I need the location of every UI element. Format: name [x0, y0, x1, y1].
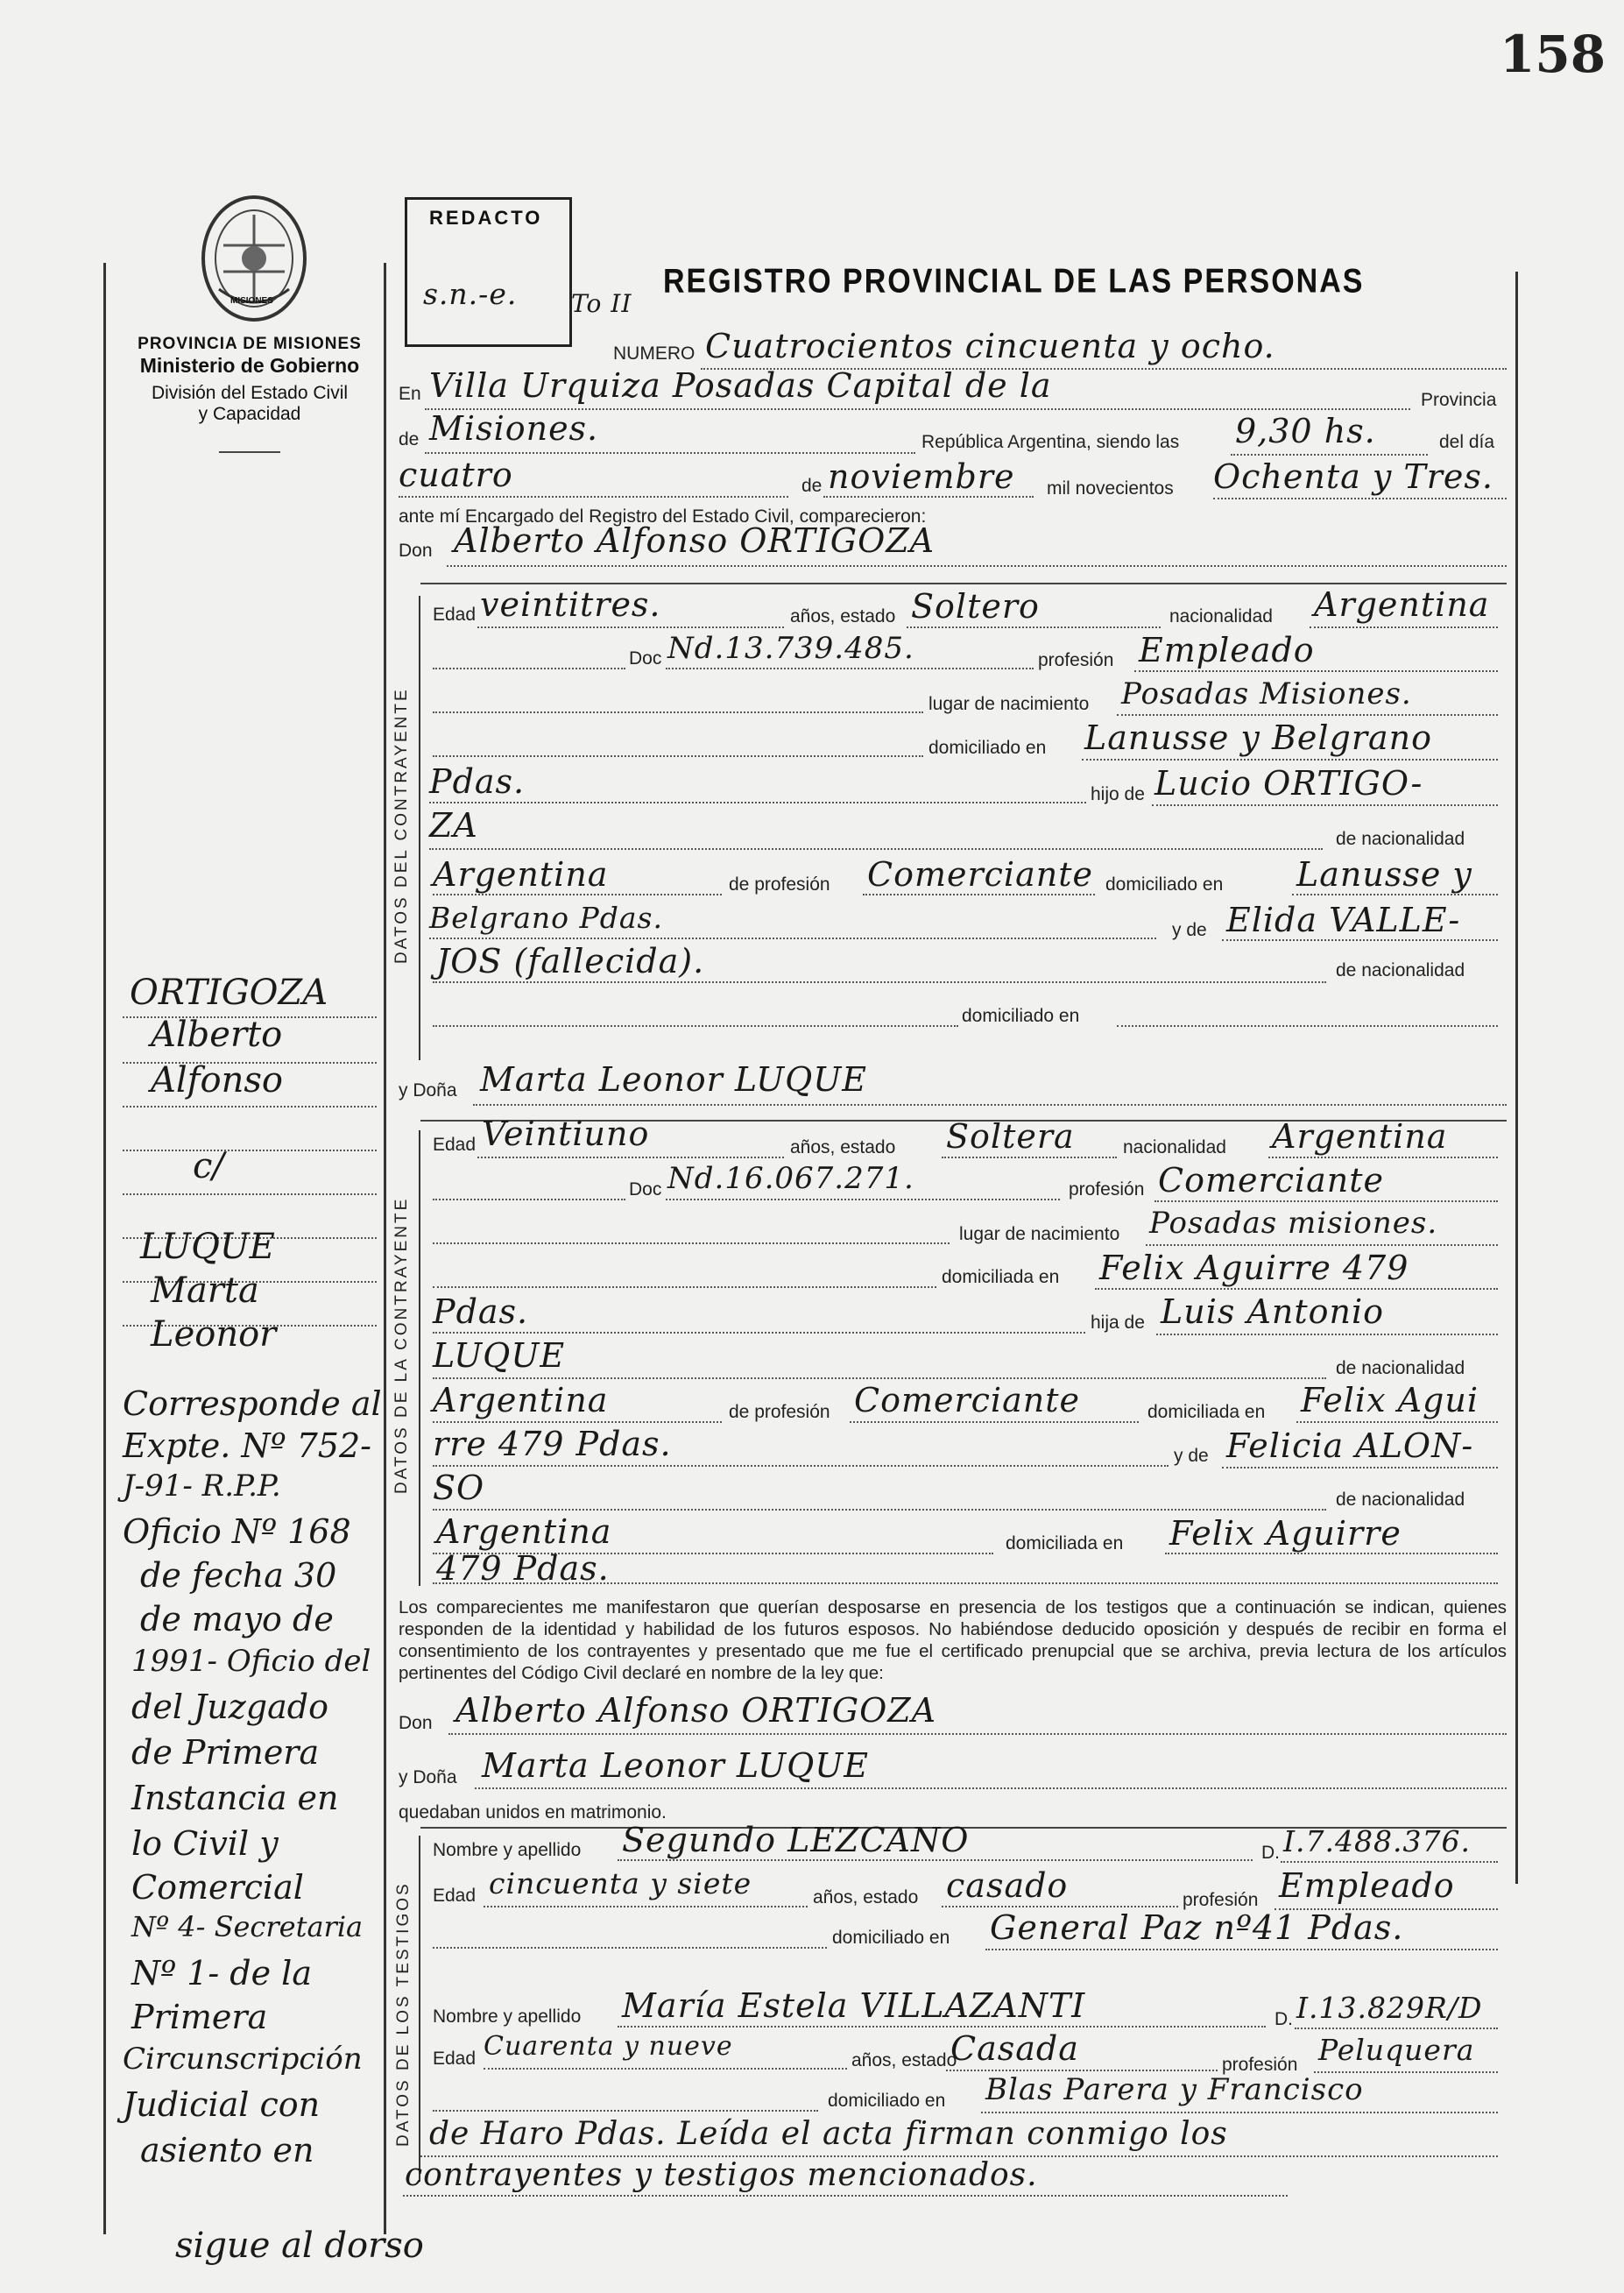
note-line: lo Civil y: [131, 1824, 279, 1863]
contrayenta-section-label: DATOS DE LA CONTRAYENTE: [392, 1196, 411, 1494]
t1-profesion: Empleado: [1279, 1866, 1455, 1905]
left-border: [103, 263, 106, 2234]
anios-label: años, estado: [790, 606, 896, 626]
y-de-label: y de: [1172, 920, 1207, 940]
contrayente-padre-2: ZA: [429, 806, 478, 845]
province-label: PROVINCIA DE MISIONES: [138, 335, 362, 353]
division-label-2: y Capacidad: [198, 404, 301, 424]
provincia-label: Provincia: [1421, 390, 1497, 410]
de-nacionalidad-label-2: de nacionalidad: [1336, 1358, 1465, 1378]
hija-label: hija de: [1091, 1313, 1145, 1333]
contrayenta-padre-prof: Comerciante: [854, 1381, 1080, 1419]
right-border: [1515, 272, 1518, 1884]
t1-domicilio: General Paz nº41 Pdas.: [990, 1908, 1404, 1947]
nacionalidad-label: nacionalidad: [1169, 606, 1273, 626]
del-dia-label: del día: [1439, 432, 1495, 452]
contrayente-madre-2: JOS (fallecida).: [436, 942, 705, 980]
t2-profesion: Peluquera: [1318, 2033, 1475, 2067]
mes-value: noviembre: [828, 457, 1015, 496]
margin-footer: sigue al dorso: [175, 2226, 424, 2266]
t2-profesion-label: profesión: [1222, 2055, 1298, 2075]
contrayente-edad: veintitres.: [480, 585, 661, 624]
numero-value: Cuatrocientos cincuenta y ocho.: [705, 327, 1275, 365]
domiciliada-label: domiciliada en: [942, 1267, 1060, 1287]
contrayenta-madre: Felicia ALON-: [1226, 1426, 1474, 1465]
contrayente-lugar: Posadas Misiones.: [1121, 676, 1412, 711]
note-line: asiento en: [140, 2131, 314, 2169]
nacionalidad-label-2: nacionalidad: [1123, 1137, 1226, 1157]
t2-doc: I.13.829R/D: [1296, 1991, 1483, 2025]
t2-domiciliado-label: domiciliado en: [828, 2091, 946, 2111]
note-line: Oficio Nº 168: [123, 1512, 351, 1551]
t1-doc: I.7.488.376.: [1283, 1824, 1471, 1858]
contrayenta-padre-2: LUQUE: [433, 1336, 566, 1375]
t1-profesion-label: profesión: [1183, 1890, 1259, 1910]
t1-nombre: Segundo LEZCANO: [622, 1821, 970, 1859]
note-line: Corresponde al: [123, 1384, 382, 1423]
note-line: J-91- R.P.P.: [123, 1469, 281, 1504]
provincia-value: Misiones.: [429, 409, 599, 448]
t2-edad: Cuarenta y nueve: [484, 2031, 733, 2062]
lugar-label-2: lugar de nacimiento: [959, 1224, 1120, 1244]
dia-value: cuatro: [399, 456, 513, 494]
ministry-label: Ministerio de Gobierno: [139, 354, 360, 377]
margin-contra: c/: [193, 1146, 224, 1186]
quedaban-text: quedaban unidos en matrimonio.: [399, 1802, 667, 1822]
note-line: Circunscripción: [123, 2042, 363, 2077]
declaration-text: Los comparecientes me manifestaron que querían desposarse en presencia de los testigos que a continuación se indican, quienes responden de la identidad y habilidad de los futuros esposos. No habiéndose deducido oposición y después de recibir en forma el consentimiento de los contrayentes y presentado que me fue el certificado prenupcial que se archiva, previa lectura de los artículos pertinentes del Código Civil declaré en nombre de la ley que:: [399, 1597, 1507, 1683]
contrayente-profesion: Empleado: [1139, 631, 1315, 669]
note-line: de fecha 30: [140, 1556, 337, 1595]
contrayenta-nacionalidad: Argentina: [1272, 1117, 1448, 1156]
padre-domiciliada-label: domiciliada en: [1147, 1402, 1266, 1422]
edad-label-2: Edad: [433, 1135, 477, 1155]
margin-middlename-2: Leonor: [151, 1314, 277, 1355]
contrayenta-madre-2: SO: [433, 1469, 485, 1507]
madre-nacionalidad-label: de nacionalidad: [1336, 960, 1465, 980]
province-seal: [197, 193, 311, 324]
redacto-box: [405, 197, 572, 347]
de-nacionalidad-label: de nacionalidad: [1336, 829, 1465, 849]
madre-domiciliada-label: domiciliada en: [1006, 1533, 1124, 1553]
lugar-label: lugar de nacimiento: [929, 694, 1090, 714]
don-value: Alberto Alfonso ORTIGOZA: [454, 521, 936, 560]
madre-nacionalidad-label-2: de nacionalidad: [1336, 1490, 1465, 1510]
contrayente-nacionalidad: Argentina: [1314, 585, 1490, 624]
page-number: 158: [1500, 25, 1606, 84]
testigos-section-label: DATOS DE LOS TESTIGOS: [394, 1881, 413, 2147]
t1-estado: casado: [946, 1866, 1069, 1905]
t1-d-label: D.: [1261, 1843, 1280, 1863]
note-line: Nº 4- Secretaria: [131, 1910, 364, 1943]
note-line: Primera: [131, 1998, 268, 2036]
contrayenta-domicilio: Felix Aguirre 479: [1099, 1249, 1409, 1287]
y-dona-label: y Doña: [399, 1080, 457, 1100]
t1-edad-label: Edad: [433, 1886, 477, 1906]
mil-label: mil novecientos: [1047, 478, 1174, 499]
t1-edad: cincuenta y siete: [489, 1866, 752, 1900]
closing-line-2: contrayentes y testigos mencionados.: [405, 2157, 1038, 2193]
contrayente-padre-dom: Lanusse y: [1296, 855, 1472, 894]
de-profesion-label-2: de profesión: [729, 1402, 830, 1422]
hijo-label: hijo de: [1091, 784, 1145, 804]
domiciliado-label: domiciliado en: [929, 738, 1047, 758]
note-line: Nº 1- de la: [131, 1954, 312, 1992]
y-de-label-2: y de: [1174, 1446, 1209, 1466]
anios-label-2: años, estado: [790, 1137, 896, 1157]
note-line: Expte. Nº 752-: [123, 1426, 371, 1465]
t1-anios-label: años, estado: [813, 1887, 919, 1907]
contrayente-padre-prof: Comerciante: [867, 855, 1093, 894]
contrayenta-madre-dom-2: 479 Pdas.: [436, 1549, 610, 1588]
t2-estado: Casada: [950, 2029, 1079, 2068]
t2-nombre-label: Nombre y apellido: [433, 2006, 582, 2027]
don-label: Don: [399, 541, 433, 561]
contrayenta-lugar: Posadas misiones.: [1149, 1206, 1438, 1241]
contrayenta-edad: Veintiuno: [482, 1115, 650, 1153]
padre-domiciliado-label: domiciliado en: [1105, 874, 1224, 895]
divider-border: [384, 263, 386, 2234]
t2-d-label: D.: [1274, 2009, 1293, 2029]
note-line: Judicial con: [123, 2085, 321, 2124]
decl-don-label: Don: [399, 1713, 433, 1733]
t2-anios-label: años, estado: [851, 2050, 957, 2070]
numero-label: NUMERO: [613, 343, 695, 364]
ante-mi-text: ante mí Encargado del Registro del Estado Civil, comparecieron:: [399, 506, 927, 527]
de-label: de: [399, 429, 420, 449]
contrayente-section-label: DATOS DEL CONTRAYENTE: [392, 687, 411, 964]
contrayenta-padre-dom: Felix Agui: [1301, 1381, 1479, 1419]
closing-line-1: de Haro Pdas. Leída el acta firman conmigo los: [429, 2116, 1228, 2152]
margin-firstname: Alberto: [151, 1015, 283, 1055]
contrayenta-estado: Soltera: [946, 1117, 1075, 1156]
profesion-label: profesión: [1038, 650, 1114, 670]
seal-caption: MISIONES: [230, 296, 273, 306]
redacto-label: REDACTO: [429, 207, 543, 229]
margin-middlename: Alfonso: [151, 1060, 283, 1100]
t1-nombre-label: Nombre y apellido: [433, 1840, 582, 1860]
tome-mark: To II: [571, 289, 632, 318]
margin-surname: ORTIGOZA: [130, 973, 328, 1013]
note-line: de mayo de: [140, 1600, 334, 1638]
localidad-value: Villa Urquiza Posadas Capital de la: [429, 366, 1052, 405]
note-line: 1991- Oficio del: [131, 1644, 371, 1679]
edad-label: Edad: [433, 605, 477, 625]
t2-nombre: María Estela VILLAZANTI: [622, 1986, 1086, 2025]
contrayente-padre: Lucio ORTIGO-: [1154, 764, 1423, 803]
madre-domiciliado-label: domiciliado en: [962, 1006, 1080, 1026]
margin-surname-2: LUQUE: [140, 1227, 275, 1267]
doc-label: Doc: [629, 648, 662, 669]
en-label: En: [399, 384, 421, 404]
contrayente-padre-nac: Argentina: [433, 855, 609, 894]
contrayenta-domicilio-2: Pdas.: [433, 1292, 529, 1331]
decl-dona-value: Marta Leonor LUQUE: [482, 1746, 870, 1785]
registry-title: REGISTRO PROVINCIAL DE LAS PERSONAS: [663, 262, 1365, 301]
hora-value: 9,30 hs.: [1235, 412, 1376, 450]
contrayenta-nombre: Marta Leonor LUQUE: [480, 1060, 868, 1099]
margin-firstname-2: Marta: [151, 1270, 259, 1311]
contrayente-domicilio-2: Pdas.: [429, 762, 526, 801]
doc-label-2: Doc: [629, 1179, 662, 1200]
republica-label: República Argentina, siendo las: [921, 432, 1180, 452]
note-line: de Primera: [131, 1733, 320, 1772]
note-line: Instancia en: [131, 1779, 339, 1817]
divider: [219, 451, 280, 453]
t2-edad-label: Edad: [433, 2049, 477, 2069]
contrayenta-padre-nac: Argentina: [433, 1381, 609, 1419]
contrayente-padre-dom-2: Belgrano Pdas.: [429, 901, 663, 935]
note-line: Comercial: [131, 1868, 304, 1907]
anio-value: Ochenta y Tres.: [1213, 457, 1494, 496]
contrayente-madre: Elida VALLE-: [1226, 901, 1461, 939]
t2-domicilio: Blas Parera y Francisco: [985, 2072, 1364, 2107]
contrayenta-madre-dom: Felix Aguirre: [1169, 1514, 1402, 1553]
contrayenta-padre: Luis Antonio: [1161, 1292, 1385, 1331]
contrayente-estado: Soltero: [911, 587, 1040, 626]
de-profesion-label: de profesión: [729, 874, 830, 895]
contrayenta-profesion: Comerciante: [1158, 1161, 1384, 1200]
profesion-label-2: profesión: [1069, 1179, 1145, 1200]
decl-don-value: Alberto Alfonso ORTIGOZA: [455, 1691, 937, 1730]
de-mes-label: de: [801, 476, 823, 496]
contrayenta-padre-dom-2: rre 479 Pdas.: [433, 1425, 672, 1463]
note-line: del Juzgado: [131, 1688, 328, 1726]
redacto-value: s.n.-e.: [423, 277, 518, 311]
division-label: División del Estado Civil: [151, 383, 349, 403]
contrayente-doc: Nd.13.739.485.: [667, 631, 914, 666]
decl-dona-label: y Doña: [399, 1767, 457, 1787]
contrayenta-madre-nac: Argentina: [436, 1512, 612, 1551]
contrayente-domicilio: Lanusse y Belgrano: [1084, 718, 1433, 757]
t1-domiciliado-label: domiciliado en: [832, 1928, 950, 1948]
contrayenta-doc: Nd.16.067.271.: [667, 1161, 914, 1196]
